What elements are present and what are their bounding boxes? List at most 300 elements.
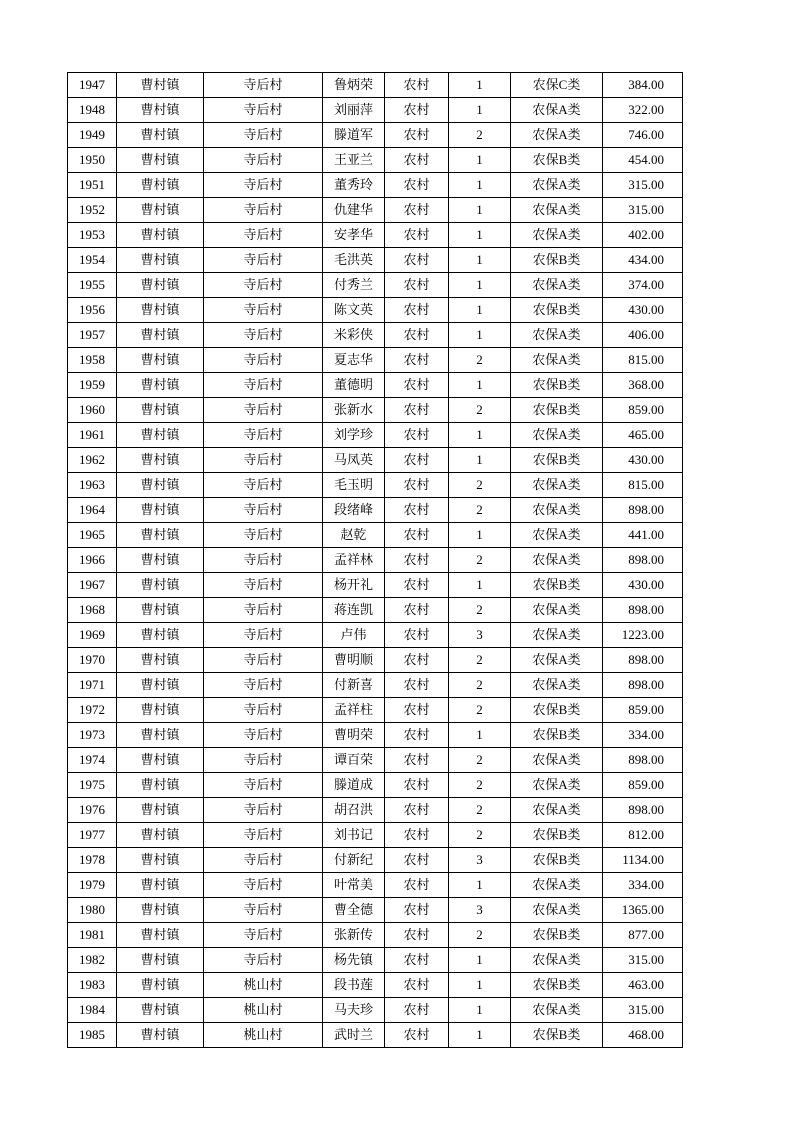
- village-cell: 寺后村: [204, 673, 323, 698]
- table-row: [68, 573, 683, 598]
- record-number-cell: 1962: [68, 448, 117, 473]
- insurance-category-cell: 农保A类: [511, 798, 603, 823]
- insurance-category-cell: 农保A类: [511, 98, 603, 123]
- table-row: [68, 973, 683, 998]
- area-type-cell: 农村: [385, 773, 449, 798]
- name-cell: 董德明: [323, 373, 385, 398]
- area-type-cell: 农村: [385, 798, 449, 823]
- village-cell: 寺后村: [204, 98, 323, 123]
- name-cell: 刘书记: [323, 823, 385, 848]
- name-cell: 段绪峰: [323, 498, 385, 523]
- area-type-cell: 农村: [385, 973, 449, 998]
- town-cell: 曹村镇: [117, 473, 204, 498]
- area-type-cell: 农村: [385, 223, 449, 248]
- town-cell: 曹村镇: [117, 923, 204, 948]
- record-number-cell: 1965: [68, 523, 117, 548]
- table-row: [68, 323, 683, 348]
- name-cell: 滕道军: [323, 123, 385, 148]
- people-count-cell: 2: [449, 398, 511, 423]
- amount-cell: 441.00: [603, 523, 683, 548]
- name-cell: 王亚兰: [323, 148, 385, 173]
- town-cell: 曹村镇: [117, 848, 204, 873]
- amount-cell: 1134.00: [603, 848, 683, 873]
- table-row: [68, 498, 683, 523]
- amount-cell: 430.00: [603, 298, 683, 323]
- town-cell: 曹村镇: [117, 573, 204, 598]
- area-type-cell: 农村: [385, 923, 449, 948]
- table-row: [68, 398, 683, 423]
- name-cell: 滕道成: [323, 773, 385, 798]
- name-cell: 叶常美: [323, 873, 385, 898]
- record-number-cell: 1949: [68, 123, 117, 148]
- insurance-category-cell: 农保B类: [511, 248, 603, 273]
- amount-cell: 430.00: [603, 573, 683, 598]
- town-cell: 曹村镇: [117, 598, 204, 623]
- people-count-cell: 1: [449, 1023, 511, 1048]
- area-type-cell: 农村: [385, 523, 449, 548]
- people-count-cell: 1: [449, 248, 511, 273]
- village-cell: 寺后村: [204, 198, 323, 223]
- town-cell: 曹村镇: [117, 623, 204, 648]
- village-cell: 寺后村: [204, 948, 323, 973]
- area-type-cell: 农村: [385, 323, 449, 348]
- name-cell: 杨开礼: [323, 573, 385, 598]
- village-cell: 寺后村: [204, 923, 323, 948]
- table-row: [68, 298, 683, 323]
- people-count-cell: 2: [449, 923, 511, 948]
- area-type-cell: 农村: [385, 348, 449, 373]
- insurance-category-cell: 农保B类: [511, 373, 603, 398]
- people-count-cell: 2: [449, 798, 511, 823]
- amount-cell: 334.00: [603, 723, 683, 748]
- name-cell: 刘学珍: [323, 423, 385, 448]
- table-row: [68, 73, 683, 98]
- town-cell: 曹村镇: [117, 173, 204, 198]
- table-row: [68, 98, 683, 123]
- name-cell: 张新水: [323, 398, 385, 423]
- name-cell: 曹明顺: [323, 648, 385, 673]
- record-number-cell: 1974: [68, 748, 117, 773]
- town-cell: 曹村镇: [117, 723, 204, 748]
- name-cell: 卢伟: [323, 623, 385, 648]
- table-row: [68, 1023, 683, 1048]
- table-row: [68, 623, 683, 648]
- name-cell: 仇建华: [323, 198, 385, 223]
- area-type-cell: 农村: [385, 298, 449, 323]
- name-cell: 曹全德: [323, 898, 385, 923]
- amount-cell: 322.00: [603, 98, 683, 123]
- name-cell: 马夫珍: [323, 998, 385, 1023]
- people-count-cell: 2: [449, 473, 511, 498]
- name-cell: 胡召洪: [323, 798, 385, 823]
- insurance-category-cell: 农保B类: [511, 573, 603, 598]
- people-count-cell: 3: [449, 848, 511, 873]
- area-type-cell: 农村: [385, 723, 449, 748]
- name-cell: 马凤英: [323, 448, 385, 473]
- record-number-cell: 1968: [68, 598, 117, 623]
- record-number-cell: 1959: [68, 373, 117, 398]
- village-cell: 寺后村: [204, 273, 323, 298]
- record-number-cell: 1980: [68, 898, 117, 923]
- amount-cell: 465.00: [603, 423, 683, 448]
- name-cell: 杨先镇: [323, 948, 385, 973]
- village-cell: 桃山村: [204, 998, 323, 1023]
- record-number-cell: 1981: [68, 923, 117, 948]
- people-count-cell: 3: [449, 623, 511, 648]
- village-cell: 寺后村: [204, 698, 323, 723]
- record-number-cell: 1970: [68, 648, 117, 673]
- amount-cell: 859.00: [603, 698, 683, 723]
- area-type-cell: 农村: [385, 373, 449, 398]
- village-cell: 寺后村: [204, 298, 323, 323]
- village-cell: 寺后村: [204, 773, 323, 798]
- table-row: [68, 998, 683, 1023]
- people-count-cell: 2: [449, 598, 511, 623]
- insurance-category-cell: 农保B类: [511, 148, 603, 173]
- village-cell: 寺后村: [204, 623, 323, 648]
- people-count-cell: 1: [449, 323, 511, 348]
- record-number-cell: 1984: [68, 998, 117, 1023]
- people-count-cell: 1: [449, 198, 511, 223]
- village-cell: 寺后村: [204, 398, 323, 423]
- record-number-cell: 1977: [68, 823, 117, 848]
- table-row: [68, 823, 683, 848]
- people-count-cell: 2: [449, 348, 511, 373]
- name-cell: 孟祥柱: [323, 698, 385, 723]
- insurance-category-cell: 农保B类: [511, 1023, 603, 1048]
- town-cell: 曹村镇: [117, 898, 204, 923]
- area-type-cell: 农村: [385, 198, 449, 223]
- area-type-cell: 农村: [385, 73, 449, 98]
- people-count-cell: 1: [449, 273, 511, 298]
- record-number-cell: 1978: [68, 848, 117, 873]
- village-cell: 寺后村: [204, 348, 323, 373]
- town-cell: 曹村镇: [117, 298, 204, 323]
- area-type-cell: 农村: [385, 273, 449, 298]
- amount-cell: 898.00: [603, 673, 683, 698]
- name-cell: 孟祥林: [323, 548, 385, 573]
- people-count-cell: 1: [449, 973, 511, 998]
- amount-cell: 430.00: [603, 448, 683, 473]
- people-count-cell: 2: [449, 498, 511, 523]
- amount-cell: 463.00: [603, 973, 683, 998]
- table-row: [68, 673, 683, 698]
- insurance-category-cell: 农保B类: [511, 973, 603, 998]
- area-type-cell: 农村: [385, 173, 449, 198]
- village-cell: 寺后村: [204, 123, 323, 148]
- insurance-category-cell: 农保A类: [511, 123, 603, 148]
- amount-cell: 898.00: [603, 748, 683, 773]
- town-cell: 曹村镇: [117, 323, 204, 348]
- village-cell: 寺后村: [204, 898, 323, 923]
- people-count-cell: 1: [449, 723, 511, 748]
- town-cell: 曹村镇: [117, 1023, 204, 1048]
- insurance-category-cell: 农保A类: [511, 523, 603, 548]
- record-number-cell: 1963: [68, 473, 117, 498]
- name-cell: 张新传: [323, 923, 385, 948]
- name-cell: 毛玉明: [323, 473, 385, 498]
- amount-cell: 898.00: [603, 798, 683, 823]
- name-cell: 谭百荣: [323, 748, 385, 773]
- amount-cell: 815.00: [603, 348, 683, 373]
- amount-cell: 384.00: [603, 73, 683, 98]
- insurance-category-cell: 农保A类: [511, 173, 603, 198]
- name-cell: 付新纪: [323, 848, 385, 873]
- insurance-category-cell: 农保A类: [511, 598, 603, 623]
- table-row: [68, 248, 683, 273]
- amount-cell: 315.00: [603, 198, 683, 223]
- amount-cell: 859.00: [603, 398, 683, 423]
- amount-cell: 1365.00: [603, 898, 683, 923]
- table-row: [68, 173, 683, 198]
- people-count-cell: 1: [449, 98, 511, 123]
- record-number-cell: 1950: [68, 148, 117, 173]
- area-type-cell: 农村: [385, 998, 449, 1023]
- insurance-category-cell: 农保B类: [511, 848, 603, 873]
- people-count-cell: 1: [449, 423, 511, 448]
- area-type-cell: 农村: [385, 248, 449, 273]
- record-number-cell: 1948: [68, 98, 117, 123]
- record-number-cell: 1960: [68, 398, 117, 423]
- village-cell: 寺后村: [204, 148, 323, 173]
- people-count-cell: 2: [449, 648, 511, 673]
- name-cell: 赵乾: [323, 523, 385, 548]
- town-cell: 曹村镇: [117, 773, 204, 798]
- village-cell: 寺后村: [204, 573, 323, 598]
- village-cell: 寺后村: [204, 473, 323, 498]
- table-row: [68, 873, 683, 898]
- table-row: [68, 698, 683, 723]
- table-row: [68, 723, 683, 748]
- village-cell: 寺后村: [204, 73, 323, 98]
- amount-cell: 406.00: [603, 323, 683, 348]
- village-cell: 寺后村: [204, 423, 323, 448]
- people-count-cell: 1: [449, 373, 511, 398]
- record-number-cell: 1973: [68, 723, 117, 748]
- town-cell: 曹村镇: [117, 673, 204, 698]
- people-count-cell: 2: [449, 773, 511, 798]
- table-row: [68, 648, 683, 673]
- village-cell: 寺后村: [204, 248, 323, 273]
- village-cell: 寺后村: [204, 798, 323, 823]
- area-type-cell: 农村: [385, 648, 449, 673]
- amount-cell: 315.00: [603, 173, 683, 198]
- insurance-category-cell: 农保A类: [511, 473, 603, 498]
- town-cell: 曹村镇: [117, 223, 204, 248]
- amount-cell: 859.00: [603, 773, 683, 798]
- insurance-category-cell: 农保B类: [511, 823, 603, 848]
- insurance-category-cell: 农保A类: [511, 498, 603, 523]
- people-count-cell: 1: [449, 298, 511, 323]
- amount-cell: 1223.00: [603, 623, 683, 648]
- village-cell: 寺后村: [204, 723, 323, 748]
- insurance-category-cell: 农保A类: [511, 198, 603, 223]
- record-number-cell: 1975: [68, 773, 117, 798]
- area-type-cell: 农村: [385, 748, 449, 773]
- insurance-category-cell: 农保B类: [511, 723, 603, 748]
- table-row: [68, 548, 683, 573]
- town-cell: 曹村镇: [117, 148, 204, 173]
- insurance-category-cell: 农保A类: [511, 273, 603, 298]
- people-count-cell: 1: [449, 148, 511, 173]
- town-cell: 曹村镇: [117, 523, 204, 548]
- area-type-cell: 农村: [385, 698, 449, 723]
- area-type-cell: 农村: [385, 898, 449, 923]
- village-cell: 桃山村: [204, 1023, 323, 1048]
- amount-cell: 315.00: [603, 948, 683, 973]
- insurance-category-cell: 农保B类: [511, 398, 603, 423]
- table-row: [68, 348, 683, 373]
- area-type-cell: 农村: [385, 548, 449, 573]
- people-count-cell: 1: [449, 948, 511, 973]
- record-number-cell: 1966: [68, 548, 117, 573]
- town-cell: 曹村镇: [117, 548, 204, 573]
- name-cell: 蒋连凯: [323, 598, 385, 623]
- area-type-cell: 农村: [385, 948, 449, 973]
- people-count-cell: 1: [449, 998, 511, 1023]
- insurance-category-cell: 农保B类: [511, 298, 603, 323]
- name-cell: 付新喜: [323, 673, 385, 698]
- village-cell: 寺后村: [204, 648, 323, 673]
- town-cell: 曹村镇: [117, 373, 204, 398]
- town-cell: 曹村镇: [117, 398, 204, 423]
- town-cell: 曹村镇: [117, 648, 204, 673]
- record-number-cell: 1964: [68, 498, 117, 523]
- people-count-cell: 1: [449, 223, 511, 248]
- area-type-cell: 农村: [385, 573, 449, 598]
- village-cell: 寺后村: [204, 873, 323, 898]
- town-cell: 曹村镇: [117, 948, 204, 973]
- village-cell: 寺后村: [204, 323, 323, 348]
- record-number-cell: 1951: [68, 173, 117, 198]
- insurance-category-cell: 农保A类: [511, 948, 603, 973]
- insurance-category-cell: 农保A类: [511, 748, 603, 773]
- record-number-cell: 1954: [68, 248, 117, 273]
- village-cell: 寺后村: [204, 223, 323, 248]
- amount-cell: 468.00: [603, 1023, 683, 1048]
- town-cell: 曹村镇: [117, 73, 204, 98]
- people-count-cell: 2: [449, 123, 511, 148]
- people-count-cell: 2: [449, 823, 511, 848]
- amount-cell: 898.00: [603, 498, 683, 523]
- area-type-cell: 农村: [385, 623, 449, 648]
- name-cell: 安孝华: [323, 223, 385, 248]
- name-cell: 夏志华: [323, 348, 385, 373]
- table-row: [68, 523, 683, 548]
- table-row: [68, 748, 683, 773]
- insurance-category-cell: 农保A类: [511, 323, 603, 348]
- amount-cell: 434.00: [603, 248, 683, 273]
- amount-cell: 815.00: [603, 473, 683, 498]
- name-cell: 董秀玲: [323, 173, 385, 198]
- name-cell: 米彩侠: [323, 323, 385, 348]
- table-row: [68, 598, 683, 623]
- name-cell: 段书莲: [323, 973, 385, 998]
- amount-cell: 812.00: [603, 823, 683, 848]
- name-cell: 陈文英: [323, 298, 385, 323]
- village-cell: 寺后村: [204, 523, 323, 548]
- village-cell: 寺后村: [204, 498, 323, 523]
- record-number-cell: 1971: [68, 673, 117, 698]
- name-cell: 曹明荣: [323, 723, 385, 748]
- village-cell: 桃山村: [204, 973, 323, 998]
- amount-cell: 746.00: [603, 123, 683, 148]
- area-type-cell: 农村: [385, 823, 449, 848]
- table-row: [68, 123, 683, 148]
- town-cell: 曹村镇: [117, 973, 204, 998]
- record-number-cell: 1983: [68, 973, 117, 998]
- table-row: [68, 223, 683, 248]
- insurance-category-cell: 农保B类: [511, 923, 603, 948]
- town-cell: 曹村镇: [117, 448, 204, 473]
- town-cell: 曹村镇: [117, 748, 204, 773]
- amount-cell: 454.00: [603, 148, 683, 173]
- insurance-category-cell: 农保A类: [511, 348, 603, 373]
- record-number-cell: 1947: [68, 73, 117, 98]
- town-cell: 曹村镇: [117, 998, 204, 1023]
- record-number-cell: 1976: [68, 798, 117, 823]
- area-type-cell: 农村: [385, 448, 449, 473]
- amount-cell: 898.00: [603, 548, 683, 573]
- name-cell: 付秀兰: [323, 273, 385, 298]
- record-number-cell: 1961: [68, 423, 117, 448]
- insurance-category-cell: 农保B类: [511, 698, 603, 723]
- record-number-cell: 1982: [68, 948, 117, 973]
- record-number-cell: 1958: [68, 348, 117, 373]
- insurance-category-cell: 农保B类: [511, 448, 603, 473]
- record-number-cell: 1957: [68, 323, 117, 348]
- town-cell: 曹村镇: [117, 698, 204, 723]
- town-cell: 曹村镇: [117, 823, 204, 848]
- record-number-cell: 1972: [68, 698, 117, 723]
- town-cell: 曹村镇: [117, 273, 204, 298]
- area-type-cell: 农村: [385, 398, 449, 423]
- people-count-cell: 2: [449, 748, 511, 773]
- table-row: [68, 198, 683, 223]
- table-row: [68, 848, 683, 873]
- insurance-category-cell: 农保A类: [511, 873, 603, 898]
- table-row: [68, 948, 683, 973]
- town-cell: 曹村镇: [117, 348, 204, 373]
- record-number-cell: 1952: [68, 198, 117, 223]
- table-row: [68, 373, 683, 398]
- table-row: [68, 798, 683, 823]
- area-type-cell: 农村: [385, 848, 449, 873]
- village-cell: 寺后村: [204, 848, 323, 873]
- table-row: [68, 898, 683, 923]
- village-cell: 寺后村: [204, 548, 323, 573]
- people-count-cell: 1: [449, 73, 511, 98]
- town-cell: 曹村镇: [117, 248, 204, 273]
- village-cell: 寺后村: [204, 448, 323, 473]
- record-number-cell: 1967: [68, 573, 117, 598]
- town-cell: 曹村镇: [117, 798, 204, 823]
- people-count-cell: 2: [449, 673, 511, 698]
- name-cell: 毛洪英: [323, 248, 385, 273]
- village-cell: 寺后村: [204, 373, 323, 398]
- town-cell: 曹村镇: [117, 123, 204, 148]
- insurance-category-cell: 农保A类: [511, 673, 603, 698]
- table-row: [68, 448, 683, 473]
- area-type-cell: 农村: [385, 98, 449, 123]
- town-cell: 曹村镇: [117, 98, 204, 123]
- people-count-cell: 1: [449, 448, 511, 473]
- town-cell: 曹村镇: [117, 498, 204, 523]
- insurance-category-cell: 农保A类: [511, 773, 603, 798]
- record-number-cell: 1956: [68, 298, 117, 323]
- amount-cell: 898.00: [603, 648, 683, 673]
- table-row: [68, 923, 683, 948]
